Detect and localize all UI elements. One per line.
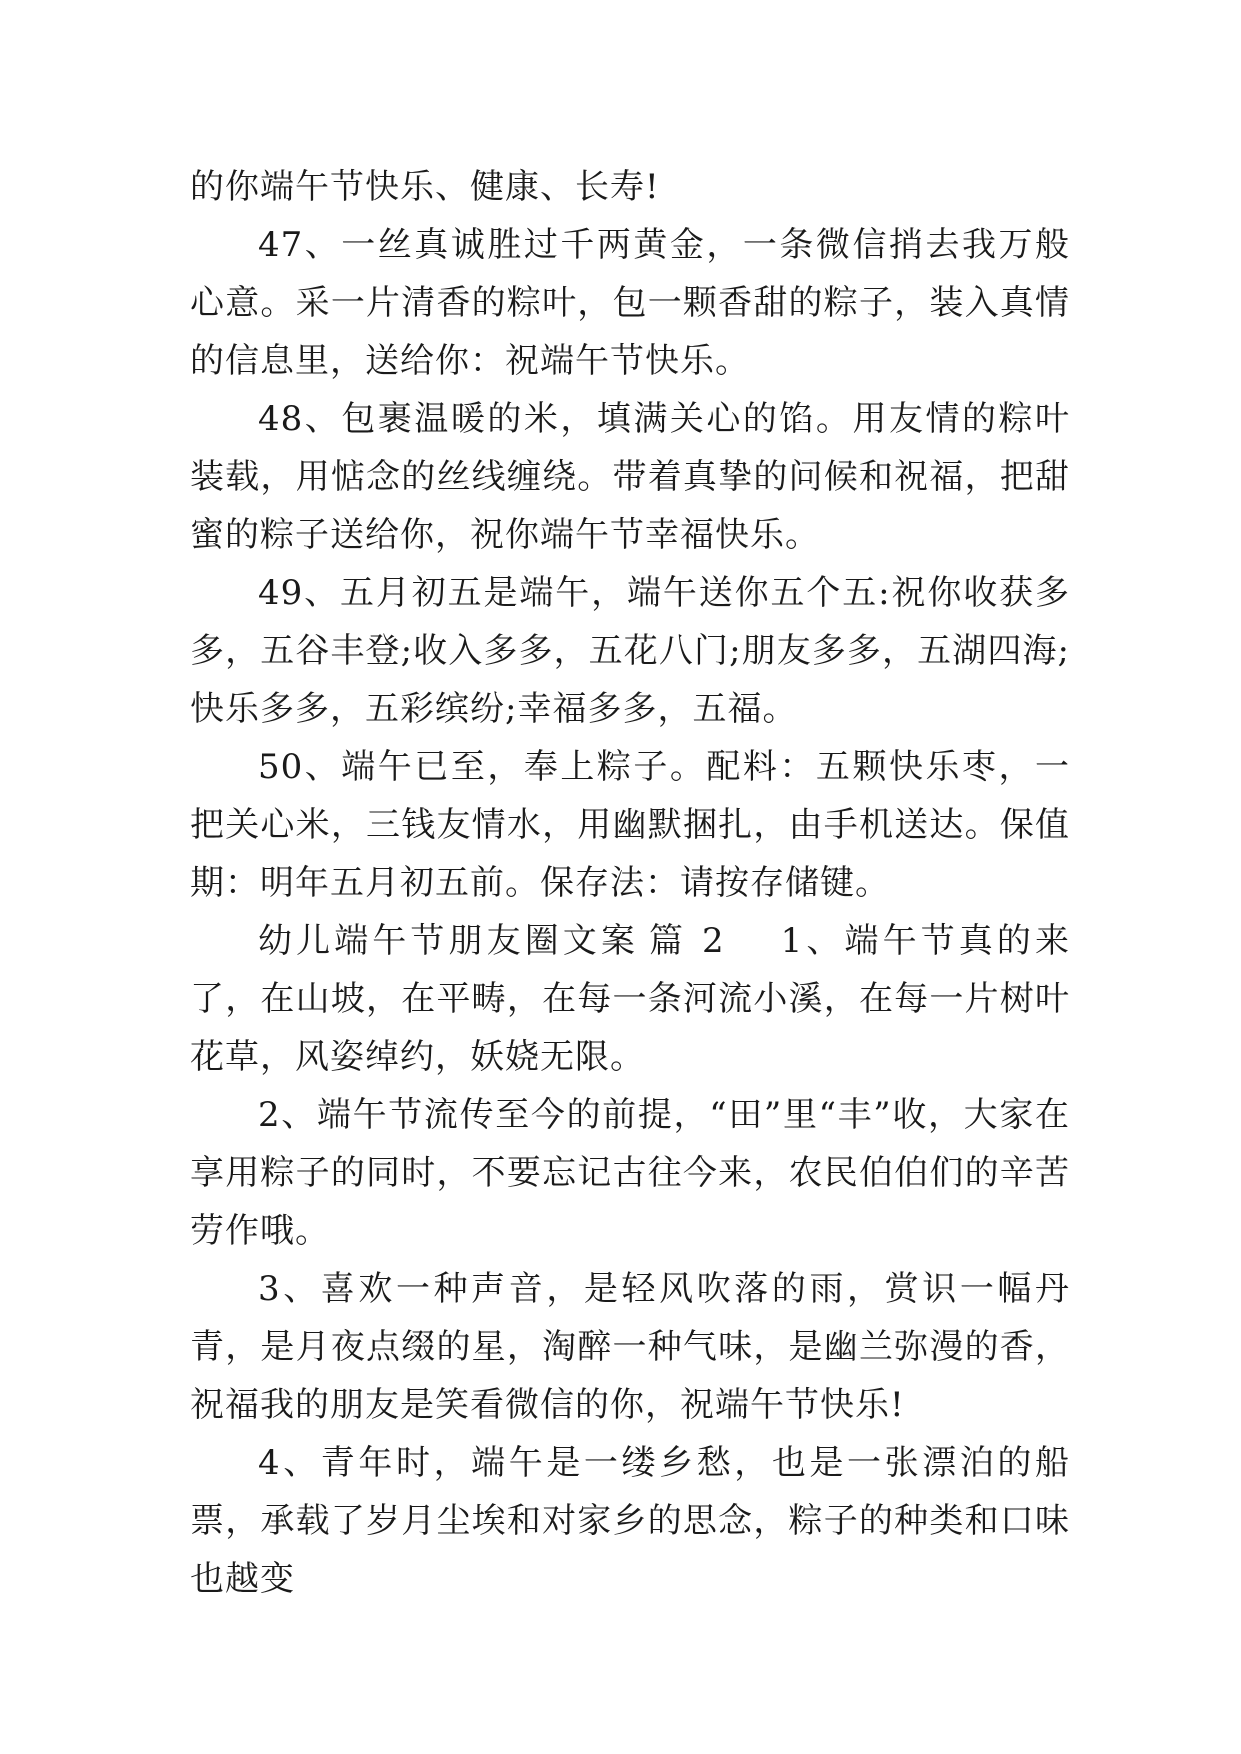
paragraph-1: 1、端午节真的来了，在山坡，在平畴，在每一条河流小溪，在每一片树叶花草，风姿绰约，妖娆无限。 xyxy=(190,921,1070,1077)
paragraph-50: 50、端午已至，奉上粽子。配料：五颗快乐枣，一把关心米，三钱友情水，用幽默捆扎，由手机送达。保值期：明年五月初五前。保存法：请按存储键。 xyxy=(190,747,1070,903)
paragraph-4: 4、青年时，端午是一缕乡愁，也是一张漂泊的船票，承载了岁月尘埃和对家乡的思念，粽子的种类和口味也越变 xyxy=(190,1443,1070,1599)
paragraph-48: 48、包裹温暖的米，填满关心的馅。用友情的粽叶装载，用惦念的丝线缠绕。带着真挚的问候和祝福，把甜蜜的粽子送给你，祝你端午节幸福快乐。 xyxy=(190,399,1070,555)
paragraph-49: 49、五月初五是端午，端午送你五个五:祝你收获多多，五谷丰登;收入多多，五花八门;朋友多多，五湖四海;快乐多多，五彩缤纷;幸福多多，五福。 xyxy=(190,573,1070,729)
paragraph-47: 47、一丝真诚胜过千两黄金，一条微信捎去我万般心意。采一片清香的粽叶，包一颗香甜的粽子，装入真情的信息里，送给你：祝端午节快乐。 xyxy=(190,225,1070,381)
section-label: 篇 2 xyxy=(649,921,725,961)
paragraph-2: 2、端午节流传至今的前提，“田”里“丰”收，大家在享用粽子的同时，不要忘记古往今来，农民伯伯们的辛苦劳作哦。 xyxy=(190,1095,1070,1251)
document-body xyxy=(190,158,1070,1608)
paragraph-continuation: 的你端午节快乐、健康、长寿! xyxy=(190,167,660,207)
section-heading-paragraph xyxy=(190,912,1070,1086)
paragraph-3: 3、喜欢一种声音，是轻风吹落的雨，赏识一幅丹青，是月夜点缀的星，淘醉一种气味，是幽兰弥漫的香，祝福我的朋友是笑看微信的你，祝端午节快乐! xyxy=(190,1269,1070,1425)
section-title: 幼儿端午节朋友圈文案 xyxy=(258,921,640,961)
